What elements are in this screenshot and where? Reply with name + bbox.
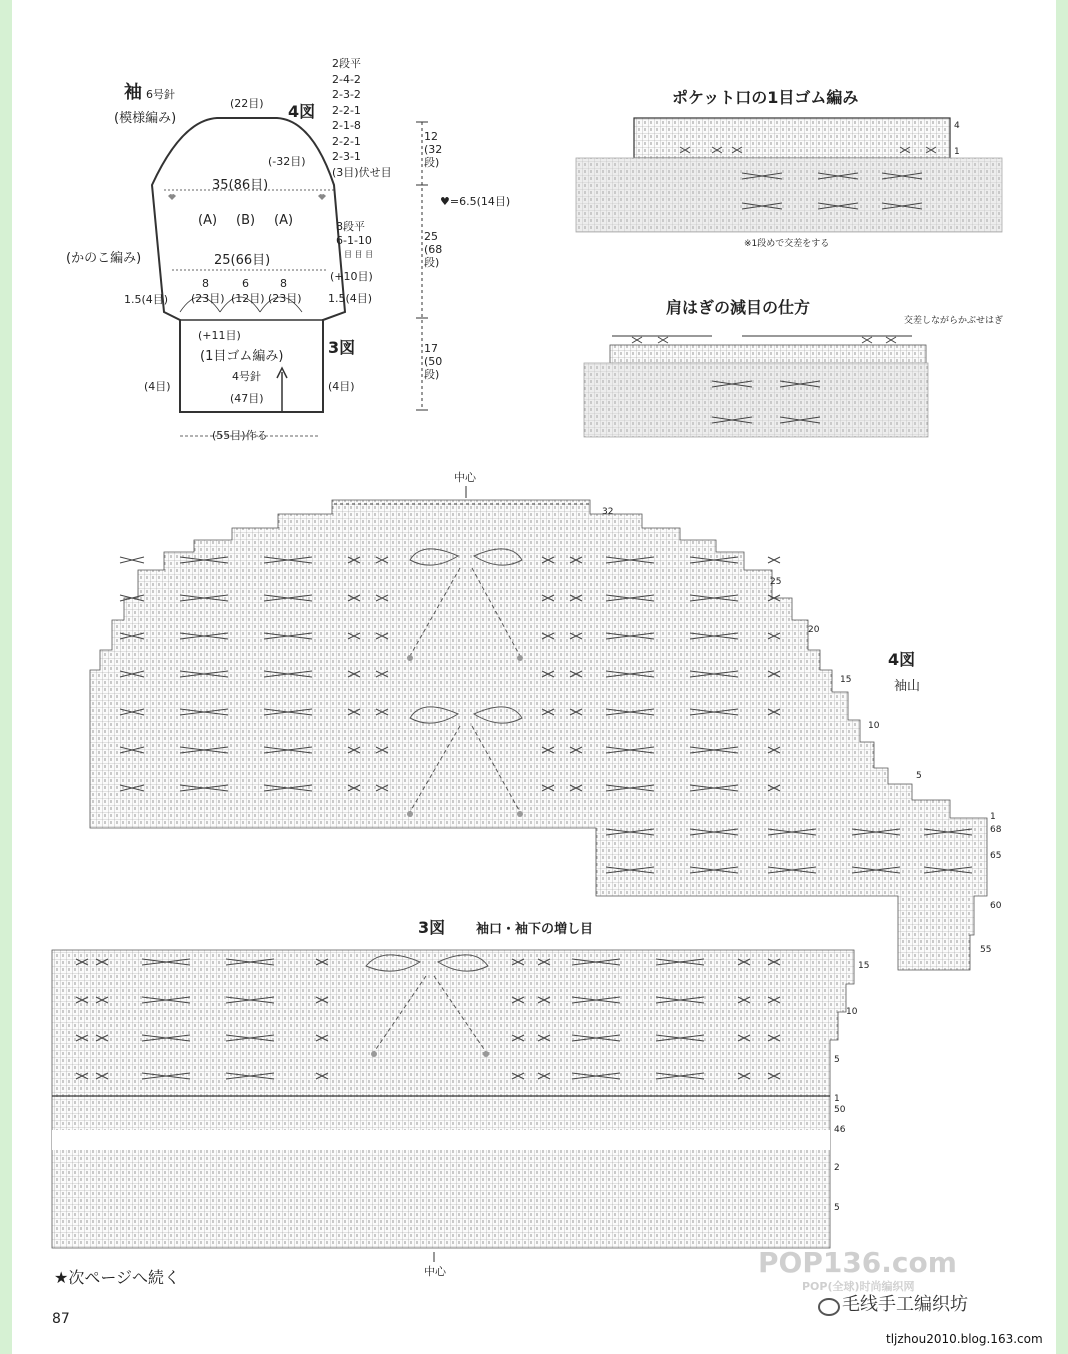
dim-text: 12 [424, 130, 438, 143]
dim-text: (50 [424, 355, 443, 368]
row-number: 60 [990, 901, 1002, 911]
rib-needle: 4号針 [232, 370, 261, 383]
dim-text: 25 [424, 230, 438, 243]
width-35: 35(86目) [212, 178, 269, 193]
inc-row: 6-1-10 [336, 234, 372, 247]
shaping-list [332, 56, 392, 180]
seg-st: (12目) [231, 292, 265, 305]
fig4-label: 4図 [288, 102, 316, 121]
plus11: (+11目) [198, 329, 241, 342]
blog-url: tljzhou2010.blog.163.com [886, 1332, 1043, 1346]
row-number: 50 [834, 1105, 846, 1115]
pocket-note: ※1段めで交差をする [744, 239, 830, 249]
watermark-sub: POP(全球)时尚编织网 [802, 1280, 915, 1293]
dim-text: 段) [424, 368, 440, 381]
shaping-row: 2-3-2 [332, 88, 361, 101]
cap-chart [90, 486, 987, 970]
seg-st: (23目) [268, 292, 302, 305]
row-number: 68 [990, 825, 1002, 835]
cap-label: 袖山 [894, 679, 921, 694]
shaping-row: (3目)伏せ目 [332, 165, 392, 179]
row-number: 5 [916, 771, 922, 781]
panel-a-right: (A) [274, 213, 294, 228]
pattern-page [12, 0, 1056, 1354]
shaping-row: 2-3-1 [332, 150, 361, 163]
inc-row: 目 目 目 [344, 250, 374, 259]
cuff-stitches: (47目) [230, 392, 264, 405]
dim-text: 段) [424, 156, 440, 169]
sleeve-title: 袖 [124, 82, 142, 103]
cable-cross-mark [658, 337, 668, 343]
shaping-row: 2-2-1 [332, 103, 361, 117]
row-number: 25 [770, 577, 782, 587]
cap-center: 中心 [454, 471, 476, 484]
pocket-row-1: 1 [954, 147, 960, 157]
fig3-label: 3図 [328, 338, 356, 357]
cable-cross-mark [120, 557, 144, 563]
watermark-site: POP136.com [758, 1246, 957, 1279]
seg-st: (23目) [191, 292, 225, 305]
row-number: 46 [834, 1125, 846, 1135]
heart-marker-left [168, 194, 176, 200]
page-number: 87 [52, 1311, 70, 1327]
row-number: 20 [808, 625, 820, 635]
pocket-chart [576, 118, 1002, 232]
edge-right: (4目) [328, 380, 355, 393]
seg-cm: 6 [242, 277, 249, 290]
row-number: 1 [990, 812, 996, 822]
pocket-row-4: 4 [954, 121, 960, 131]
dim-text: (68 [424, 243, 443, 256]
shaping-row: 2-4-2 [332, 72, 361, 86]
row-number: 10 [868, 721, 880, 731]
dim-text: 段) [424, 256, 440, 269]
heart-marker-right [318, 194, 326, 200]
cuff-label: 袖口・袖下の増し目 [476, 922, 594, 937]
shoulder-note: 交差しながらかぶせはぎ [904, 316, 1004, 326]
row-number: 65 [990, 851, 1002, 861]
shaping-row: 2-2-1 [332, 134, 361, 148]
diagram-canvas [12, 0, 1056, 1354]
inc-row: 8段平 [336, 220, 365, 233]
top-stitches: (22目) [230, 97, 264, 110]
side-left: 1.5(4目) [124, 293, 169, 306]
seg-cm: 8 [280, 277, 287, 290]
dim-top [424, 130, 442, 169]
dec-32: (-32目) [268, 155, 306, 168]
wechat-icon [818, 1298, 840, 1316]
cuff-chart [52, 950, 854, 1262]
panel-a-left: (A) [198, 213, 218, 228]
width-25: 25(66目) [214, 253, 271, 268]
cable-cross-mark [768, 557, 780, 563]
edge-left: (4目) [144, 380, 171, 393]
plus10: (+10目) [330, 270, 373, 283]
cable-cross-mark [886, 337, 896, 343]
dim-bottom [424, 342, 442, 381]
cable-cross-mark [862, 337, 872, 343]
row-number: 5 [834, 1203, 840, 1213]
cuff-fig: 3図 [418, 918, 446, 937]
cuff-center: 中心 [424, 1265, 446, 1278]
pocket-title: ポケット口の1目ゴム編み [672, 88, 859, 107]
cable-cross-mark [632, 337, 642, 343]
continue-note: ★次ページへ続く [54, 1268, 181, 1287]
row-number: 15 [840, 675, 852, 685]
kanoko-label: (かのこ編み) [66, 251, 142, 266]
cast-on: (55目)作る [212, 429, 268, 442]
seg-cm: 8 [202, 277, 209, 290]
row-number: 15 [858, 961, 870, 971]
cap-fig: 4図 [888, 650, 916, 669]
pattern-label: (模様編み) [114, 111, 177, 126]
side-right: 1.5(4目) [328, 292, 373, 305]
shaping-row: 2段平 [332, 57, 361, 70]
row-number: 10 [846, 1007, 858, 1017]
row-number: 2 [834, 1163, 840, 1173]
shaping-row: 2-1-8 [332, 119, 361, 132]
heart-note: ♥=6.5(14目) [440, 195, 511, 208]
increase-rule [336, 220, 373, 262]
shoulder-title: 肩はぎの減目の仕方 [666, 298, 811, 317]
shoulder-chart [584, 336, 928, 437]
needle-size: 6号針 [146, 88, 175, 101]
row-number: 5 [834, 1055, 840, 1065]
brand-watermark: 毛线手工编织坊 [842, 1294, 968, 1315]
row-number: 55 [980, 945, 992, 955]
dim-text: 17 [424, 342, 438, 355]
panel-b: (B) [236, 213, 256, 228]
row-number: 1 [834, 1094, 840, 1104]
dim-mid [424, 230, 442, 269]
row-number: 32 [602, 507, 614, 517]
rib-label: (1目ゴム編み) [200, 349, 284, 364]
dim-text: (32 [424, 143, 443, 156]
